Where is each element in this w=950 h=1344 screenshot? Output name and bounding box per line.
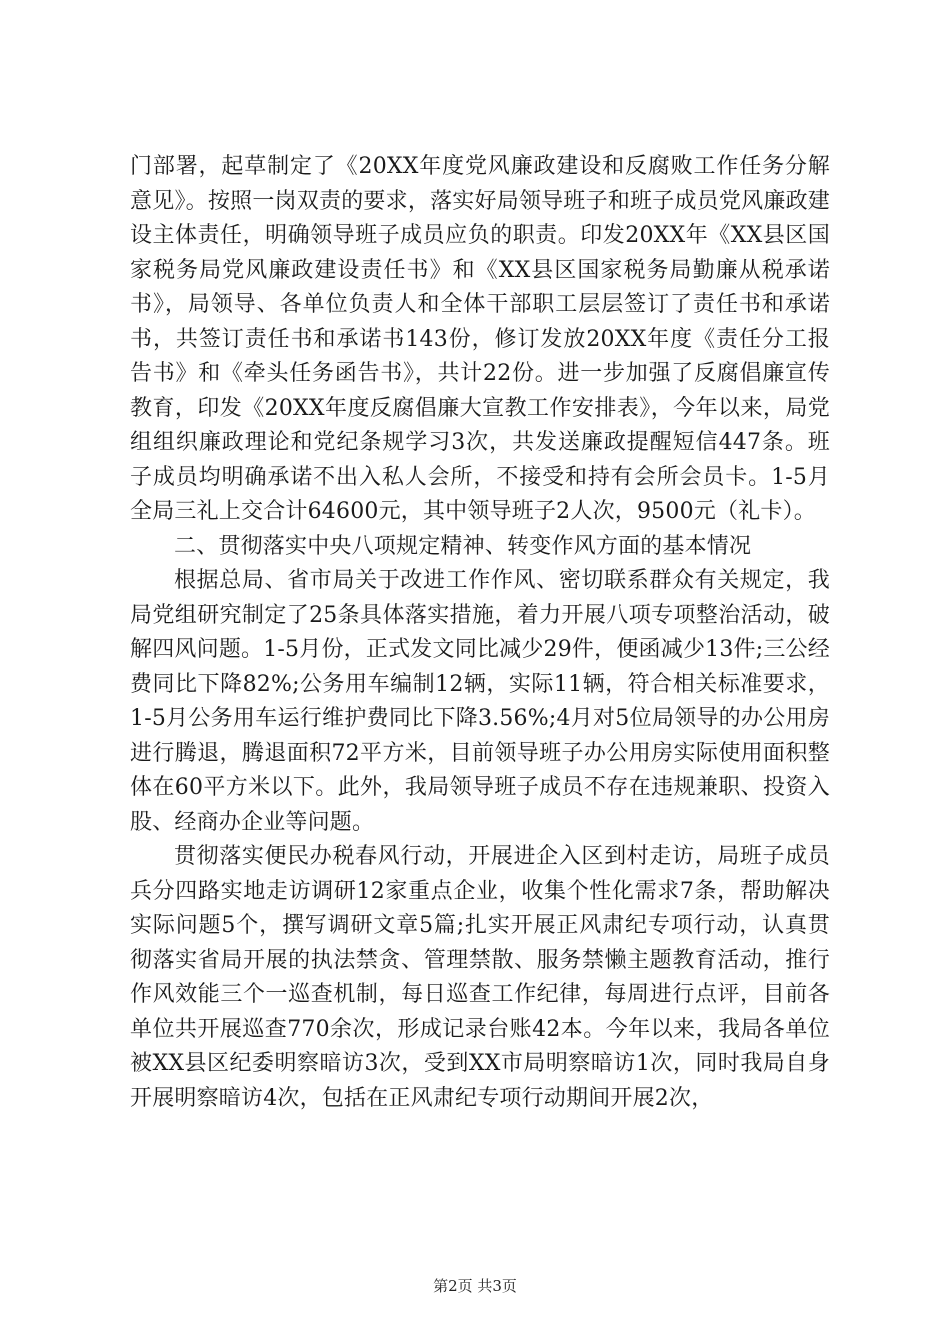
paragraph-party-conduct: 门部署，起草制定了《20XX年度党风廉政建设和反腐败工作任务分解意见》。按照一岗双责的要求，落实好局领导班子和班子成员党风廉政建设主体责任，明确领导班子成员应负的职责。印发20XX年《XX县区国家税务局党风廉政建设责任书》和《XX县区国家税务局勤廉从税承诺书》，局领导、各单位负责人和全体干部职工层层签订了责任书和承诺书，共签订责任书和承诺书143份，修订发放20XX年度《责任分工报告书》和《牵头任务函告书》，共计22份。进一步加强了反腐倡廉宣传教育，印发《20XX年度反腐倡廉大宣教工作安排表》，今年以来，局党组组织廉政理论和党纪条规学习3次，共发送廉政提醒短信447条。班子成员均明确承诺不出入私人会所，不接受和持有会所会员卡。1-5月全局三礼上交合计64600元，其中领导班子2人次，9500元（礼卡）。 [130,154,830,524]
document-body [130,150,830,1116]
paragraph-rectification-measures: 根据总局、省市局关于改进工作作风、密切联系群众有关规定，我局党组研究制定了25条具体落实措施，着力开展八项专项整治活动，破解四风问题。1-5月份，正式发文同比减少29件，便函减少13件;三公经费同比下降82%;公务用车编制12辆，实际11辆，符合相关标准要求，1-5月公务用车运行维护费同比下降3.56%;4月对5位局领导的办公用房进行腾退，腾退面积72平方米，目前领导班子办公用房实际使用面积整体在60平方米以下。此外，我局领导班子成员不存在违规兼职、投资入股、经商办企业等问题。 [130,568,830,835]
page-footer: 第2页 共3页 [433,1277,517,1295]
paragraph-spring-breeze-action: 贯彻落实便民办税春风行动，开展进企入区到村走访，局班子成员兵分四路实地走访调研12家重点企业，收集个性化需求7条，帮助解决实际问题5个，撰写调研文章5篇;扎实开展正风肃纪专项行动，认真贯彻落实省局开展的执法禁贪、管理禁散、服务禁懒主题教育活动，推行作风效能三个一巡查机制，每日巡查工作纪律，每周进行点评，目前各单位共开展巡查770余次，形成记录台账42本。今年以来，我局各单位被XX县区纪委明察暗访3次，受到XX市局明察暗访1次，同时我局自身开展明察暗访4次，包括在正风肃纪专项行动期间开展2次， [130,844,830,1111]
section-heading-eight-rules: 二、贯彻落实中央八项规定精神、转变作风方面的基本情况 [174,533,752,559]
